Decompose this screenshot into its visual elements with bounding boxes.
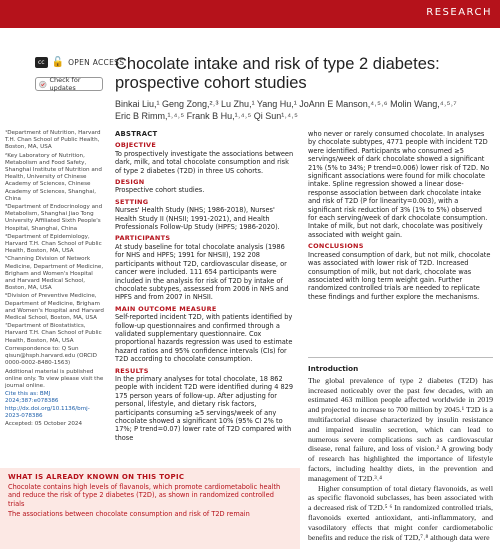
crossmark-icon	[39, 80, 47, 89]
introduction-section	[308, 364, 493, 542]
accepted-date: Accepted: 05 October 2024	[5, 420, 83, 427]
results-text-continued: who never or rarely consumed chocolate. In analyses by chocolate subtypes, 4771 people with incident T2D were identified. Participants who consumed ≥5 servings/week of dark chocolate showed a significant 21% (5% to 34%; P trend=0.006) lower risk of T2D. No significant associations were found for milk chocolate intake. Spline regression showed a linear dose-response association between dark chocolate intake and risk of T2D (P for linearity=0.003), with a significant risk reduction of 3% (1% to 5%) observed for each serving/week of dark chocolate consumption. Intake of milk, but not dark, chocolate was positively associated with weight gain.	[308, 130, 490, 239]
design-heading: DESIGN	[115, 178, 145, 187]
authors-line: Binkai Liu,¹ Geng Zong,²˒³ Lu Zhu,¹ Yang Hu,¹ JoAnn E Manson,⁴˒⁵˒⁶ Molin Wang,⁴˒⁵˒⁷	[115, 99, 457, 109]
conclusions-heading: CONCLUSIONS	[308, 242, 364, 251]
abstract-column-1	[115, 130, 295, 442]
already-known-text: Chocolate contains high levels of flavanols, which promote cardiometabolic health and reduce the risk of type 2 diabetes (T2D), as shown in randomized controlled trials	[8, 483, 281, 508]
open-lock-icon: 🔓	[51, 57, 65, 68]
outcome-text: Self-reported incident T2D, with patients identified by follow-up questionnaires and confirmed through a validated supplementary questionnaire. Cox proportional hazards regression was used to estimate hazard ratios and 95% confidence intervals (CIs) for T2D according to chocolate consumption.	[115, 313, 293, 364]
affiliation: ¹Department of Nutrition, Harvard T.H. Chan School of Public Health, Boston, MA, USA	[5, 130, 101, 151]
introduction-heading: Introduction	[308, 364, 359, 373]
additional-material-note: Additional material is published online only. To view please visit the journal online.	[5, 368, 104, 389]
participants-text: At study baseline for total chocolate analysis (1986 for NHS and HPFS; 1991 for NHSII), 192 208 participants without T2D, cardiovascular disease, or cancer were included. 111 654 participants were included in the analysis for risk of T2D by intake of chocolate subtypes, assessed from 2006 in NHS and HPFS and from 2007 in NHSII.	[115, 242, 289, 302]
already-known-text: The associations between chocolate consumption and risk of T2D remain	[8, 510, 250, 519]
objective-text: To prospectively investigate the associations between dark, milk, and total chocolate consumption and risk of type 2 diabetes (T2D) in three US cohorts.	[115, 149, 294, 175]
affiliation: ⁴Department of Epidemiology, Harvard T.H. Chan School of Public Health, Boston, MA, USA	[5, 233, 102, 255]
check-updates-label: Check for updates	[49, 76, 81, 92]
affiliation: ⁷Department of Biostatistics, Harvard T.H. Chan School of Public Health, Boston, MA, USA	[5, 323, 102, 344]
affiliation: ³Department of Endocrinology and Metabolism, Shanghai Jiao Tong University Affiliated Sixth People's Hospital, Shanghai, China	[5, 204, 103, 232]
outcome-heading: MAIN OUTCOME MEASURE	[115, 304, 217, 313]
introduction-paragraph: The global prevalence of type 2 diabetes (T2D) has increased noticeably over the past few decades, with an estimated 463 million people affected worldwide in 2019 and projected to increase to 700 million by 2045.¹ T2D is a multifactorial disease characterized by insulin resistance and impaired insulin secretion, which can lead to numerous severe complications such as cardiovascular disease, renal failure, and loss of vision.² A growing body of research has highlighted the importance of lifestyle factors, including healthy diets, in the prevention and management of T2D.³˒⁴	[308, 375, 493, 483]
author-list	[115, 98, 490, 122]
results-heading: RESULTS	[115, 366, 149, 375]
already-known-heading: WHAT IS ALREADY KNOWN ON THIS TOPIC	[8, 473, 185, 481]
open-access-badge	[35, 57, 124, 68]
citation-link[interactable]: Cite this as: BMJ 2024;387:e078386 http://dx.doi.org/10.1136/bmj-2023-078386	[5, 391, 90, 419]
article-title: Chocolate intake and risk of type 2 diabetes: prospective cohort studies	[115, 55, 440, 92]
affiliations	[5, 130, 105, 429]
affiliation: ⁶Division of Preventive Medicine, Department of Medicine, Brigham and Women's Hospital and Harvard Medical School, Boston, MA, USA	[5, 293, 104, 322]
section-divider	[308, 357, 493, 358]
correspondence: Correspondence to: Q Sun qisun@hsph.harvard.edu (ORCID 0000-0002-8480-1563)	[5, 345, 97, 367]
affiliation: ²Key Laboratory of Nutrition, Metabolism and Food Safety, Shanghai Institute of Nutrition and Health, University of Chinese Academy of Sciences, Chinese Academy of Sciences, Shanghai, China	[5, 152, 102, 202]
design-text: Prospective cohort studies.	[115, 186, 205, 195]
authors-line: Eric B Rimm,¹˒⁴˒⁵ Frank B Hu,¹˒⁴˒⁵ Qi Sun¹˒⁴˒⁵	[115, 111, 298, 121]
conclusions-text: Increased consumption of dark, but not milk, chocolate was associated with lower risk of T2D. Increased consumption of milk, but not dark, chocolate was associated with long term weight gain. Further randomized controlled trials are needed to replicate these findings and further explore the mechanisms.	[308, 250, 491, 301]
results-text: In the primary analyses for total chocolate, 18 862 people with incident T2D were identified during 4 829 175 person years of follow-up. After adjusting for personal, lifestyle, and dietary risk factors, participants consuming ≥5 servings/week of any chocolate showed a significant 10% (95% CI 2% to 17%; P trend=0.07) lower rate of T2D compared with those	[115, 374, 294, 442]
journal-header-bar	[0, 0, 500, 28]
creative-commons-icon: cc	[35, 57, 48, 68]
setting-heading: SETTING	[115, 197, 149, 206]
abstract-heading: ABSTRACT	[115, 130, 158, 138]
introduction-paragraph: Higher consumption of total dietary flavonoids, as well as specific flavonoid subclasses, has been associated with a decreased risk of T2D.⁵ ⁶ In randomized controlled trials, flavonoids exerted antioxidant, anti-inflammatory, and vasodilatory effects that might confer cardiometabolic benefits and reduce the risk of T2D,⁷˒⁸ although data were	[308, 483, 493, 542]
section-label: RESEARCH	[426, 7, 492, 18]
open-access-label: OPEN ACCESS	[68, 58, 125, 67]
already-known-box	[0, 468, 300, 549]
setting-text: Nurses' Health Study (NHS; 1986-2018), Nurses' Health Study II (NHSII; 1991-2021), and Health Professionals Follow-Up Study (HPFS; 1986-2020).	[115, 206, 280, 232]
participants-heading: PARTICIPANTS	[115, 234, 171, 243]
abstract-column-2	[308, 130, 493, 301]
objective-heading: OBJECTIVE	[115, 141, 157, 150]
affiliation: ⁵Channing Division of Network Medicine, Department of Medicine, Brigham and Women's Hospital and Harvard Medical School, Boston, MA, USA	[5, 256, 104, 292]
check-updates-button[interactable]	[35, 77, 103, 91]
